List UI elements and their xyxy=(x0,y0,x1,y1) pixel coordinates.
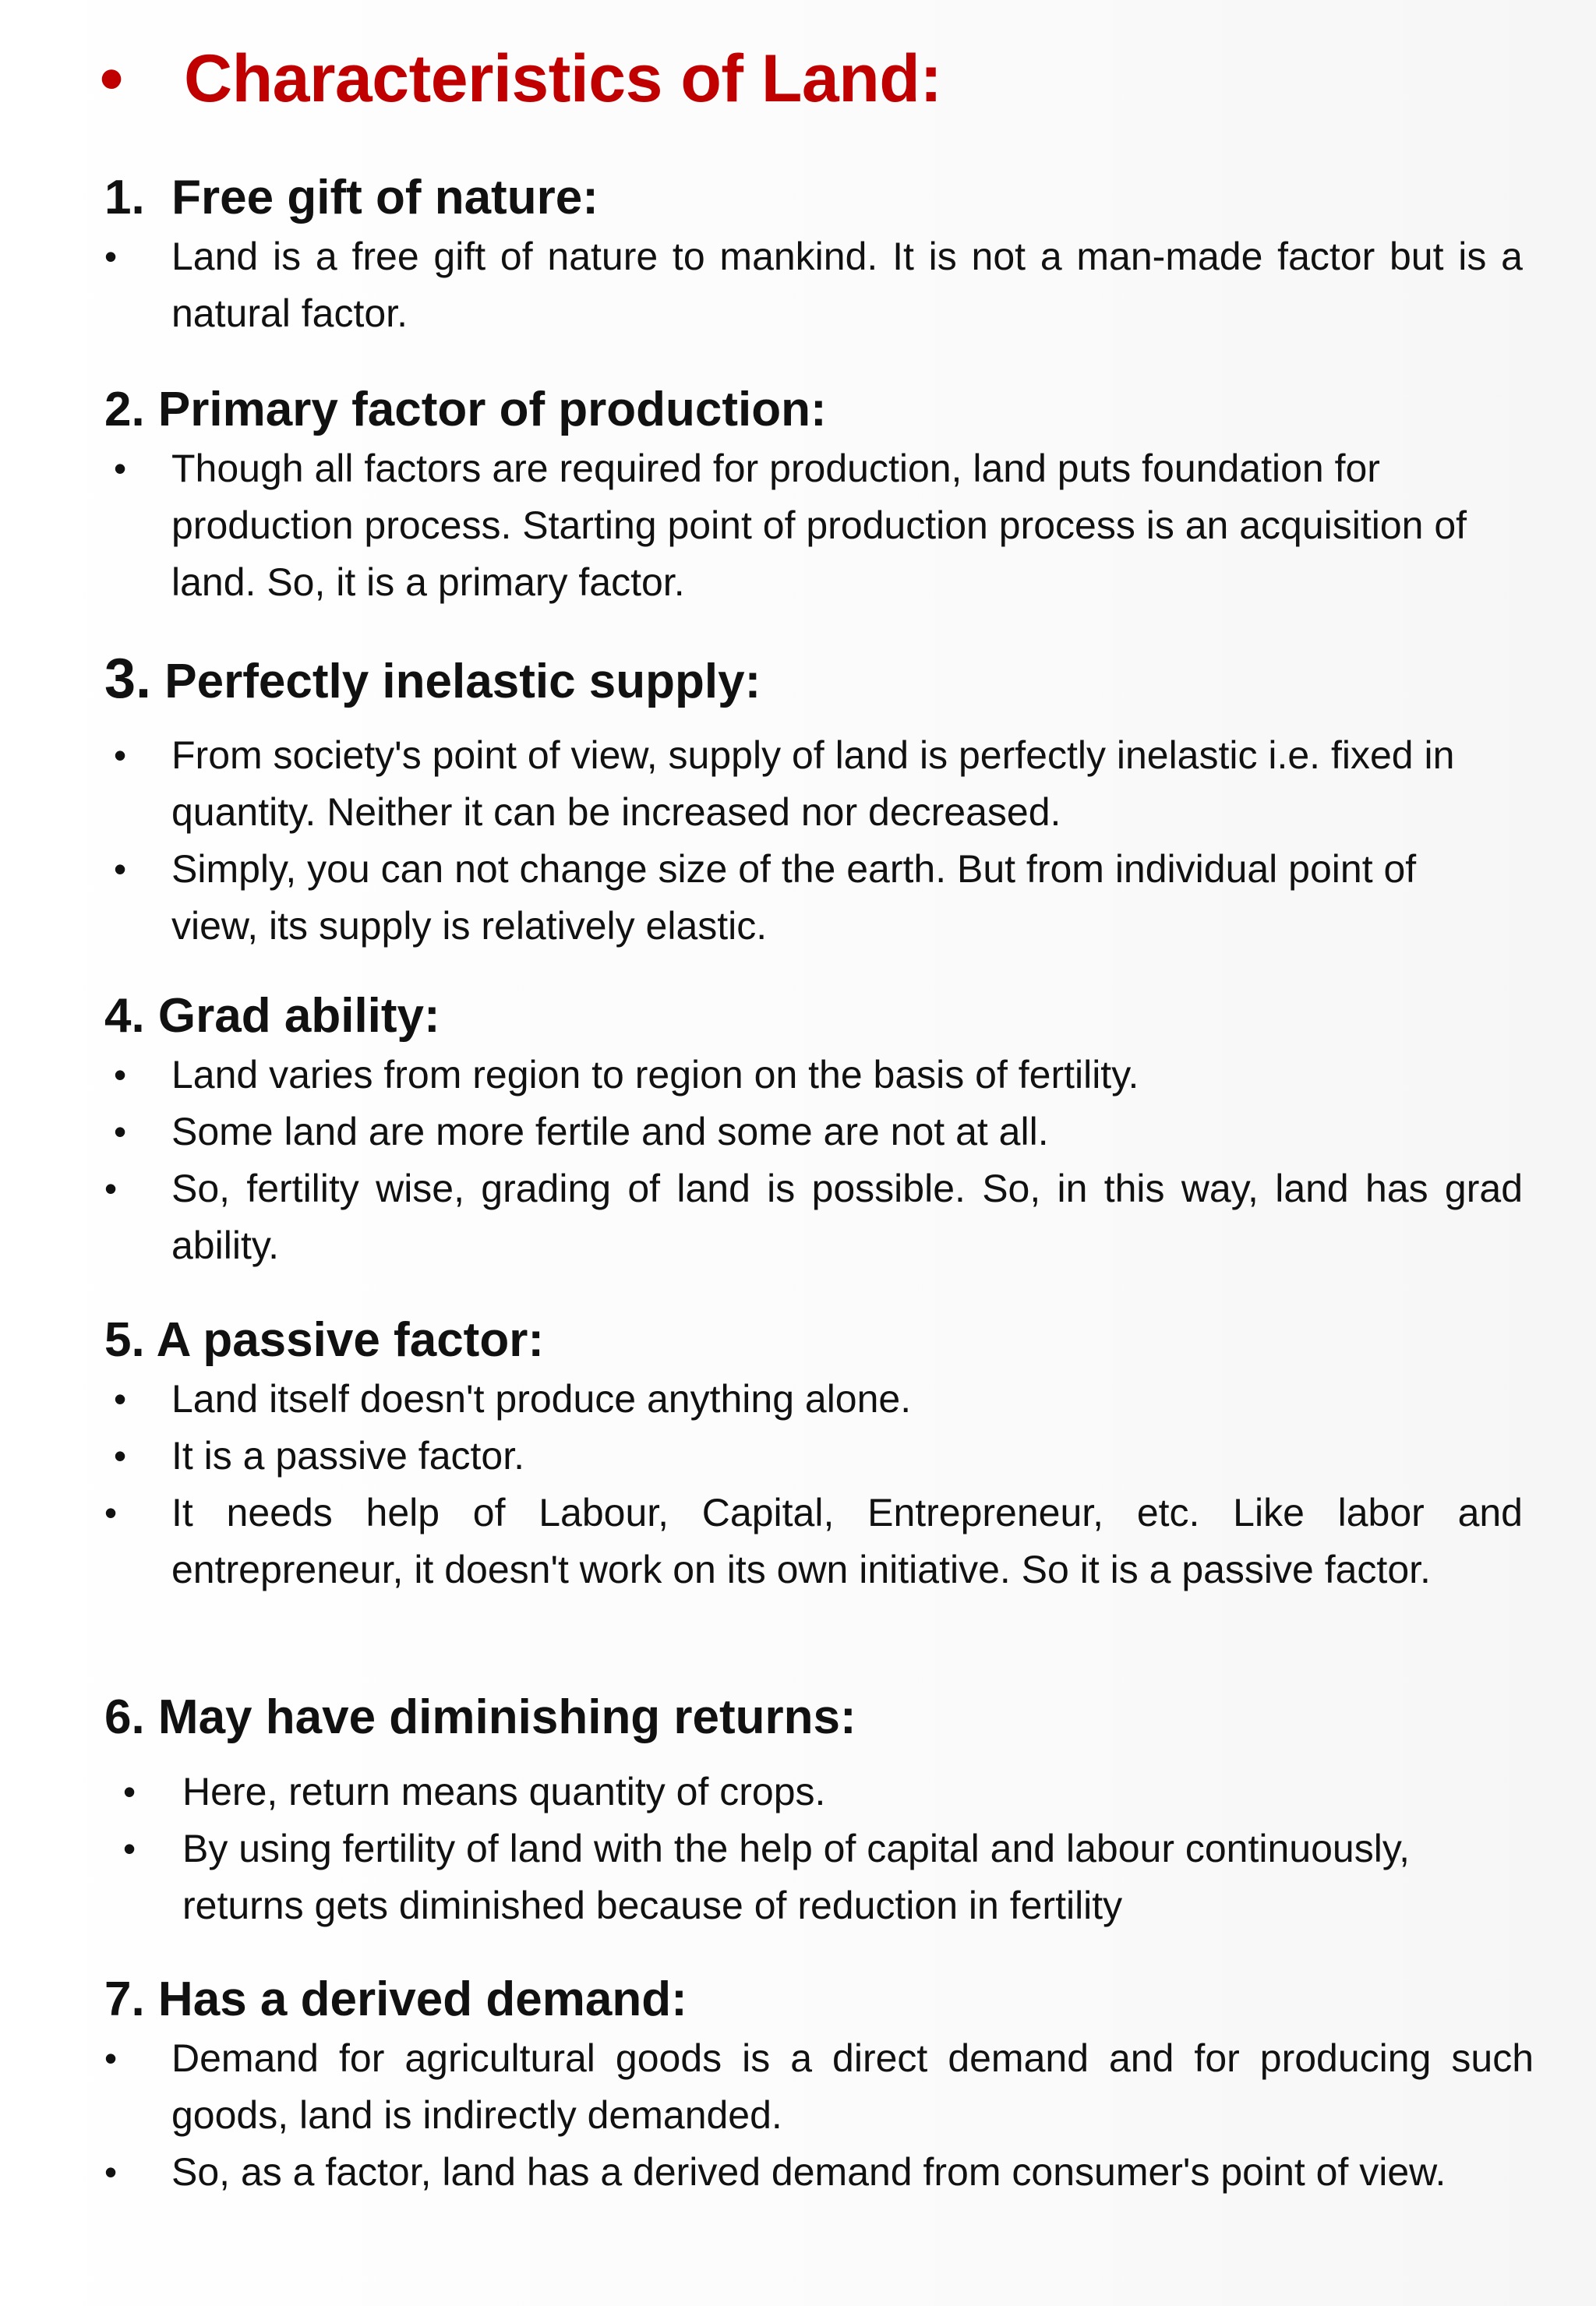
bullet-list xyxy=(104,2030,1534,2201)
bullet-dot: • xyxy=(113,1111,127,1153)
bullet-dot: • xyxy=(104,1492,118,1534)
title-bullet: • xyxy=(100,41,124,116)
bullet-list xyxy=(104,727,1507,955)
list-item-text: Here, return means quantity of crops. xyxy=(182,1770,826,1814)
list-item-text: Demand for agricultural goods is a direct demand and for producing such goods, land is indirectly demanded. xyxy=(171,2036,1534,2138)
bullet-dot: • xyxy=(113,1054,127,1096)
section-heading: 2. Primary factor of production: xyxy=(104,383,827,436)
section-primary-factor xyxy=(104,382,1523,611)
bullet-dot: • xyxy=(104,2152,118,2193)
bullet-dot: • xyxy=(104,2038,118,2079)
list-item-text: Though all factors are required for production, land puts foundation for production process. Starting point of production process is an acquisition of land. So, it is a primary factor. xyxy=(171,447,1467,605)
bullet-dot: • xyxy=(122,1828,136,1870)
list-item xyxy=(104,727,1507,841)
bullet-dot: • xyxy=(113,1436,127,1477)
list-item-text: Land varies from region to region on the basis of fertility. xyxy=(171,1053,1139,1097)
list-item-text: Land itself doesn't produce anything alone. xyxy=(171,1377,912,1421)
list-item xyxy=(104,1485,1523,1598)
list-item xyxy=(104,440,1476,611)
bullet-list xyxy=(104,440,1476,611)
list-item xyxy=(104,1820,1538,1934)
section-grad-ability xyxy=(104,988,1523,1274)
list-item xyxy=(104,1428,1523,1485)
section-heading: 5. A passive factor: xyxy=(104,1313,544,1367)
bullet-dot: • xyxy=(104,1168,118,1210)
section-diminishing-returns xyxy=(104,1690,1523,1934)
list-item xyxy=(104,1047,1523,1104)
bullet-list xyxy=(104,228,1523,342)
section-derived-demand xyxy=(104,1972,1534,2201)
bullet-list xyxy=(104,1764,1538,1934)
section-free-gift xyxy=(104,170,1523,342)
list-item xyxy=(104,1104,1523,1160)
list-item xyxy=(104,841,1507,955)
section-heading xyxy=(104,647,1523,712)
section-heading: 1. Free gift of nature: xyxy=(104,171,598,224)
bullet-dot: • xyxy=(113,734,127,775)
bullet-list xyxy=(104,1047,1523,1274)
section-heading: 6. May have diminishing returns: xyxy=(104,1690,856,1744)
list-item xyxy=(104,2030,1534,2144)
section-inelastic-supply xyxy=(104,647,1523,955)
list-item-text: It needs help of Labour, Capital, Entrepreneur, etc. Like labor and entrepreneur, it doesn't work on its own initiative. So it is a passive factor. xyxy=(171,1491,1523,1592)
list-item-text: Simply, you can not change size of the earth. But from individual point of view, its supply is relatively elastic. xyxy=(171,846,1417,948)
section-heading: 7. Has a derived demand: xyxy=(104,1972,687,2026)
bullet-dot: • xyxy=(113,1379,127,1420)
bullet-dot: • xyxy=(113,848,127,889)
bullet-dot: • xyxy=(122,1771,136,1813)
section-heading-text: Perfectly inelastic supply: xyxy=(164,655,761,708)
list-item xyxy=(104,1764,1538,1820)
list-item-text: By using fertility of land with the help of capital and labour continuously, returns gets diminished because of reduction in fertility xyxy=(182,1827,1410,1928)
list-item xyxy=(104,2144,1534,2201)
list-item xyxy=(104,228,1523,342)
list-item xyxy=(104,1371,1523,1428)
list-item-text: It is a passive factor. xyxy=(171,1434,524,1478)
list-item-text: From society's point of view, supply of land is perfectly inelastic i.e. fixed in quantity. Neither it can be increased nor decreased. xyxy=(171,733,1455,834)
list-item xyxy=(104,1160,1523,1274)
title-row xyxy=(100,41,942,116)
section-number: 3. xyxy=(104,648,152,710)
page-title: Characteristics of Land: xyxy=(184,41,942,116)
bullet-list xyxy=(104,1371,1523,1598)
list-item-text: Land is a free gift of nature to mankind. It is not a man-made factor but is a natural factor. xyxy=(171,235,1523,336)
section-heading: 4. Grad ability: xyxy=(104,989,440,1043)
list-item-text: So, as a factor, land has a derived demand from consumer's point of view. xyxy=(171,2150,1446,2195)
section-passive-factor xyxy=(104,1312,1523,1598)
list-item-text: Some land are more fertile and some are not at all. xyxy=(171,1110,1049,1154)
bullet-dot: • xyxy=(113,448,127,489)
list-item-text: So, fertility wise, grading of land is possible. So, in this way, land has grad ability. xyxy=(171,1167,1523,1268)
bullet-dot: • xyxy=(104,236,118,277)
